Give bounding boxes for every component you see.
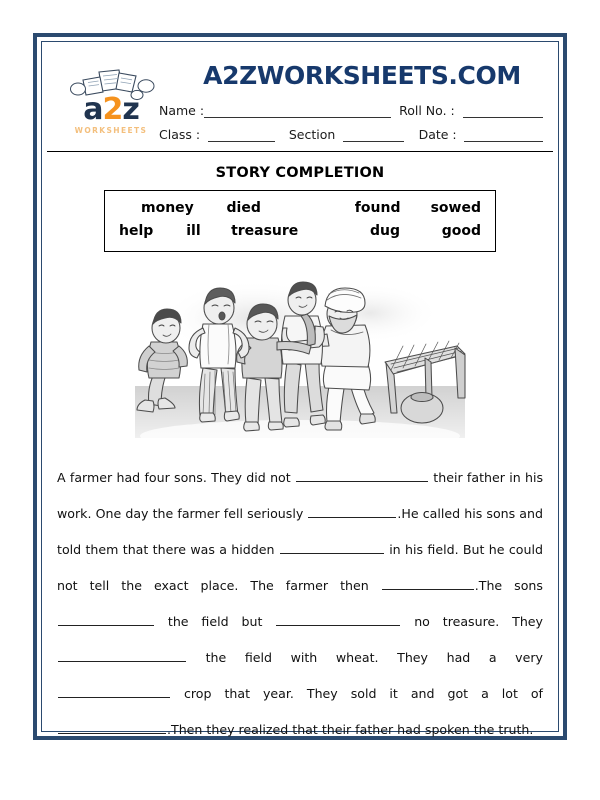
passage-segment: crop that year. They sold it and got a lot of [183, 686, 543, 701]
word-bank [104, 190, 496, 252]
passage-segment: the field but [167, 614, 263, 629]
section-input[interactable] [343, 128, 404, 142]
a2z-logo[interactable] [65, 68, 157, 146]
page-border-outer [33, 33, 567, 740]
student-info-row-2 [159, 121, 543, 143]
passage-segment: .He called his sons and told them that there was a hidden [57, 506, 543, 557]
page-border-inner [41, 41, 559, 737]
passage-segment: their father in his work. One day the farmer fell seriously [57, 470, 544, 521]
answer-blank-4[interactable] [382, 577, 474, 590]
passage-segment: .The sons [474, 578, 543, 593]
word-bank-row [119, 197, 481, 220]
word-bank-item[interactable]: money [141, 200, 194, 216]
worksheet-body [47, 165, 553, 748]
logo-subtext: WORKSHEETS [74, 126, 148, 135]
worksheet-title: STORY COMPLETION [215, 165, 385, 181]
class-label: Class : [159, 127, 201, 142]
passage-segment: .Then they realized that their father had spoken the truth. [167, 722, 534, 737]
class-input[interactable] [208, 128, 275, 142]
passage-segment: A farmer had four sons. They did not [57, 470, 291, 485]
word-bank-item[interactable]: help [119, 223, 154, 239]
logo-letter-z: z [122, 92, 139, 127]
section-label: Section [288, 127, 336, 142]
story-passage [57, 460, 543, 748]
answer-blank-5[interactable] [58, 613, 154, 626]
answer-blank-7[interactable] [58, 649, 186, 662]
passage-segment: the field with wheat. They had a very [205, 650, 543, 665]
answer-blank-1[interactable] [296, 469, 428, 482]
answer-blank-3[interactable] [280, 541, 384, 554]
word-bank-item[interactable]: found [354, 200, 401, 216]
date-input[interactable] [464, 128, 543, 142]
passage-segment: in his field. But he could not tell the exact place. The farmer then [57, 542, 543, 593]
answer-blank-8[interactable] [58, 685, 170, 698]
word-bank-item[interactable]: died [226, 200, 261, 216]
word-bank-item[interactable]: ill [186, 223, 201, 239]
site-title: A2ZWORKSHEETS.COM [203, 61, 521, 90]
word-bank-item[interactable]: good [441, 223, 482, 239]
answer-blank-9[interactable] [58, 721, 166, 734]
roll-no-input[interactable] [463, 104, 543, 118]
passage-segment: no treasure. They [414, 614, 544, 629]
word-bank-item[interactable]: sowed [430, 200, 481, 216]
answer-blank-6[interactable] [276, 613, 400, 626]
name-label: Name : [159, 103, 205, 118]
date-label: Date : [418, 127, 457, 142]
logo-wordmark [65, 93, 157, 126]
student-info-row-1 [159, 97, 543, 119]
word-bank-row [119, 220, 481, 243]
logo-digit-2: 2 [102, 92, 123, 127]
farmer-with-four-sons-icon [135, 258, 465, 454]
name-input[interactable] [204, 104, 391, 118]
roll-no-label: Roll No. : [399, 103, 455, 118]
answer-blank-2[interactable] [308, 505, 396, 518]
logo-letter-a: a [83, 92, 103, 127]
word-bank-item[interactable]: treasure [231, 223, 299, 239]
worksheet-header [47, 47, 553, 152]
story-illustration [47, 258, 553, 454]
worksheet-sheet [47, 47, 553, 737]
word-bank-item[interactable]: dug [370, 223, 401, 239]
